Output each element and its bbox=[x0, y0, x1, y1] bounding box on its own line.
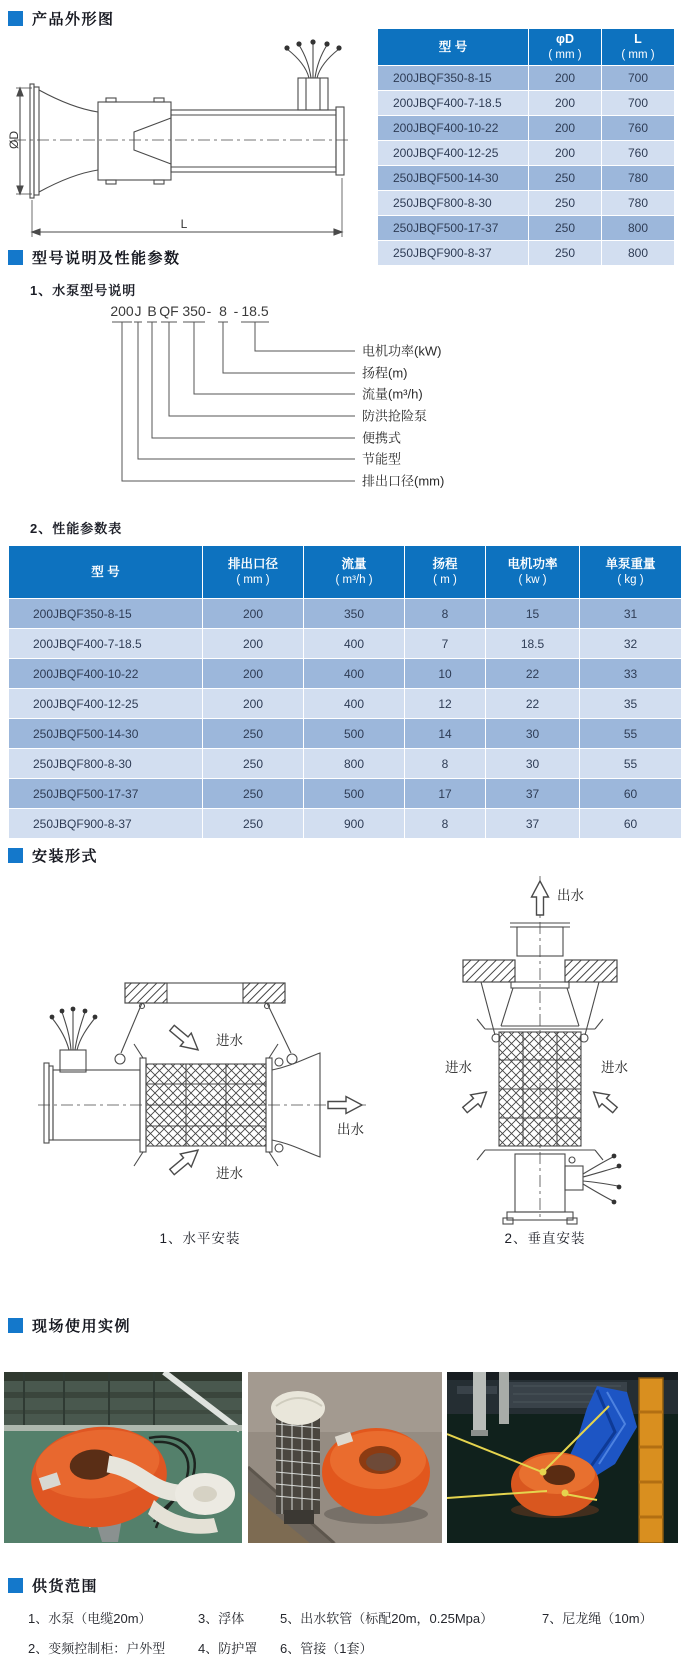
table-cell: 10 bbox=[405, 659, 486, 689]
supply-item: 4、防护罩 bbox=[198, 1641, 258, 1656]
col-header-outlet-diameter: 排出口径 ( mm ) bbox=[203, 546, 304, 599]
model-part-label: 电机功率(kW) bbox=[362, 343, 442, 359]
section-header-outline bbox=[8, 8, 115, 29]
model-part-label: 防洪抢险泵 bbox=[362, 408, 428, 424]
table-cell: 760 bbox=[602, 116, 675, 141]
supply-item: 6、管接（1套） bbox=[280, 1641, 373, 1656]
table-cell: 200 bbox=[529, 66, 602, 91]
table-cell: 200JBQF350-8-15 bbox=[378, 66, 529, 91]
inlet-label: 进水 bbox=[216, 1166, 243, 1181]
table-row bbox=[9, 779, 682, 809]
inlet-label: 进水 bbox=[601, 1060, 628, 1075]
model-code-diagram bbox=[95, 296, 575, 499]
table-cell: 250JBQF500-17-37 bbox=[9, 779, 203, 809]
supply-item: 3、浮体 bbox=[198, 1611, 245, 1626]
performance-table-body bbox=[9, 599, 682, 839]
table-cell: 200 bbox=[203, 629, 304, 659]
table-row bbox=[9, 599, 682, 629]
section-marker-icon bbox=[8, 250, 23, 265]
table-row bbox=[9, 749, 682, 779]
supply-row bbox=[28, 1638, 676, 1657]
col-header-diameter: φD ( mm ) bbox=[529, 29, 602, 66]
model-token: - bbox=[206, 303, 212, 319]
section-title: 型号说明及性能参数 bbox=[32, 250, 181, 267]
table-cell: 250 bbox=[529, 191, 602, 216]
section-header-site-examples bbox=[8, 1315, 131, 1336]
dimensions-table-head bbox=[378, 29, 675, 66]
table-row bbox=[378, 191, 675, 216]
table-cell: 200JBQF400-10-22 bbox=[9, 659, 203, 689]
section-header-install bbox=[8, 845, 98, 866]
col-header-motor-power: 电机功率 ( kw ) bbox=[486, 546, 580, 599]
performance-table-head bbox=[9, 546, 682, 599]
table-cell: 8 bbox=[405, 809, 486, 839]
section-marker-icon bbox=[8, 1318, 23, 1333]
vertical-installation-diagram bbox=[435, 868, 655, 1231]
table-row bbox=[9, 719, 682, 749]
inlet-label: 进水 bbox=[216, 1033, 243, 1048]
table-cell: 500 bbox=[304, 779, 405, 809]
horizontal-installation-diagram bbox=[20, 958, 380, 1198]
model-token: - bbox=[233, 303, 239, 319]
table-cell: 15 bbox=[486, 599, 580, 629]
outlet-label: 出水 bbox=[557, 888, 584, 903]
model-token: J bbox=[134, 303, 142, 319]
table-cell: 250JBQF500-14-30 bbox=[378, 166, 529, 191]
col-header-model: 型 号 bbox=[378, 29, 529, 66]
col-header-model: 型 号 bbox=[9, 546, 203, 599]
table-cell: 32 bbox=[580, 629, 682, 659]
col-header-flow: 流量 ( m³/h ) bbox=[304, 546, 405, 599]
model-token: 350 bbox=[182, 303, 206, 319]
table-cell: 8 bbox=[405, 749, 486, 779]
table-cell: 250 bbox=[529, 216, 602, 241]
table-cell: 200 bbox=[203, 599, 304, 629]
table-row bbox=[9, 689, 682, 719]
table-cell: 780 bbox=[602, 191, 675, 216]
table-cell: 250JBQF800-8-30 bbox=[378, 191, 529, 216]
table-cell: 14 bbox=[405, 719, 486, 749]
length-dimension-label: L bbox=[180, 217, 188, 231]
section-title: 产品外形图 bbox=[32, 11, 115, 28]
model-part-label: 扬程(m) bbox=[362, 365, 408, 381]
table-cell: 200JBQF400-7-18.5 bbox=[378, 91, 529, 116]
caption-vertical-install: 2、垂直安装 bbox=[504, 1231, 586, 1246]
table-cell: 500 bbox=[304, 719, 405, 749]
table-cell: 250JBQF500-17-37 bbox=[378, 216, 529, 241]
table-cell: 200 bbox=[529, 116, 602, 141]
table-cell: 760 bbox=[602, 141, 675, 166]
table-cell: 250JBQF500-14-30 bbox=[9, 719, 203, 749]
table-cell: 780 bbox=[602, 166, 675, 191]
supply-item: 2、变频控制柜：户外型 bbox=[28, 1641, 166, 1656]
table-cell: 250 bbox=[203, 779, 304, 809]
col-header-head: 扬程 ( m ) bbox=[405, 546, 486, 599]
supply-item: 1、水泵（电缆20m） bbox=[28, 1611, 152, 1626]
table-row bbox=[378, 166, 675, 191]
table-cell: 200JBQF400-12-25 bbox=[9, 689, 203, 719]
table-cell: 37 bbox=[486, 779, 580, 809]
section-title: 供货范围 bbox=[32, 1578, 99, 1595]
model-token: 18.5 bbox=[241, 303, 269, 319]
inlet-label: 进水 bbox=[445, 1060, 472, 1075]
col-header-pump-weight: 单泵重量 ( kg ) bbox=[580, 546, 682, 599]
table-cell: 30 bbox=[486, 749, 580, 779]
site-photo-float-and-strainer bbox=[248, 1372, 442, 1543]
table-cell: 200 bbox=[203, 659, 304, 689]
table-cell: 12 bbox=[405, 689, 486, 719]
table-cell: 200JBQF350-8-15 bbox=[9, 599, 203, 629]
model-part-label: 排出口径(mm) bbox=[362, 473, 445, 489]
supply-scope-list bbox=[28, 1608, 676, 1668]
table-cell: 400 bbox=[304, 689, 405, 719]
table-cell: 60 bbox=[580, 779, 682, 809]
performance-table bbox=[8, 545, 682, 839]
outlet-label: 出水 bbox=[337, 1122, 364, 1137]
section-marker-icon bbox=[8, 1578, 23, 1593]
table-cell: 900 bbox=[304, 809, 405, 839]
dimensions-table-body bbox=[378, 66, 675, 266]
subheading-performance-table: 2、性能参数表 bbox=[30, 521, 123, 536]
table-cell: 200JBQF400-12-25 bbox=[378, 141, 529, 166]
table-cell: 22 bbox=[486, 659, 580, 689]
table-cell: 33 bbox=[580, 659, 682, 689]
section-header-model-perf bbox=[8, 247, 181, 268]
supply-item: 7、尼龙绳（10m） bbox=[542, 1611, 653, 1626]
table-cell: 250 bbox=[203, 809, 304, 839]
site-photo-float-pump-on-deck bbox=[4, 1372, 242, 1543]
table-cell: 200 bbox=[203, 689, 304, 719]
section-title: 现场使用实例 bbox=[32, 1318, 132, 1335]
table-row bbox=[378, 66, 675, 91]
table-cell: 250 bbox=[529, 166, 602, 191]
model-token: 8 bbox=[219, 303, 227, 319]
table-cell: 800 bbox=[602, 241, 675, 266]
model-part-label: 节能型 bbox=[362, 451, 402, 467]
table-cell: 800 bbox=[602, 216, 675, 241]
table-cell: 800 bbox=[304, 749, 405, 779]
table-row bbox=[378, 216, 675, 241]
diameter-dimension-label: ØD bbox=[7, 131, 21, 149]
table-cell: 250 bbox=[203, 749, 304, 779]
supply-row bbox=[28, 1608, 676, 1627]
table-cell: 700 bbox=[602, 66, 675, 91]
table-cell: 200JBQF400-10-22 bbox=[378, 116, 529, 141]
table-cell: 17 bbox=[405, 779, 486, 809]
model-token: 200 bbox=[110, 303, 134, 319]
table-cell: 350 bbox=[304, 599, 405, 629]
model-token: QF bbox=[159, 303, 179, 319]
model-part-label: 便携式 bbox=[362, 430, 402, 446]
table-row bbox=[9, 659, 682, 689]
site-photo-float-in-water bbox=[447, 1372, 678, 1543]
table-row bbox=[378, 91, 675, 116]
section-title: 安装形式 bbox=[32, 848, 99, 865]
table-cell: 250JBQF900-8-37 bbox=[9, 809, 203, 839]
section-marker-icon bbox=[8, 848, 23, 863]
table-cell: 8 bbox=[405, 599, 486, 629]
table-cell: 55 bbox=[580, 749, 682, 779]
table-cell: 31 bbox=[580, 599, 682, 629]
pump-outline-drawing bbox=[6, 36, 356, 255]
table-cell: 200 bbox=[529, 91, 602, 116]
model-part-label: 流量(m³/h) bbox=[362, 386, 423, 402]
table-cell: 35 bbox=[580, 689, 682, 719]
table-cell: 250 bbox=[529, 241, 602, 266]
subheading-model-explanation: 1、水泵型号说明 bbox=[30, 283, 137, 298]
section-marker-icon bbox=[8, 11, 23, 26]
table-cell: 400 bbox=[304, 629, 405, 659]
table-cell: 30 bbox=[486, 719, 580, 749]
table-cell: 18.5 bbox=[486, 629, 580, 659]
table-cell: 22 bbox=[486, 689, 580, 719]
table-row bbox=[378, 141, 675, 166]
table-cell: 400 bbox=[304, 659, 405, 689]
table-cell: 250JBQF900-8-37 bbox=[378, 241, 529, 266]
table-cell: 700 bbox=[602, 91, 675, 116]
dimensions-table bbox=[377, 28, 675, 266]
table-cell: 250JBQF800-8-30 bbox=[9, 749, 203, 779]
col-header-length: L ( mm ) bbox=[602, 29, 675, 66]
table-row bbox=[378, 241, 675, 266]
section-header-supply-scope bbox=[8, 1575, 98, 1596]
table-cell: 250 bbox=[203, 719, 304, 749]
model-token: B bbox=[147, 303, 157, 319]
table-row bbox=[9, 629, 682, 659]
table-cell: 200JBQF400-7-18.5 bbox=[9, 629, 203, 659]
table-cell: 60 bbox=[580, 809, 682, 839]
table-cell: 7 bbox=[405, 629, 486, 659]
table-cell: 37 bbox=[486, 809, 580, 839]
table-row bbox=[9, 809, 682, 839]
caption-horizontal-install: 1、水平安装 bbox=[159, 1231, 241, 1246]
table-cell: 200 bbox=[529, 141, 602, 166]
supply-item: 5、出水软管（标配20m，0.25Mpa） bbox=[280, 1611, 494, 1626]
table-row bbox=[378, 116, 675, 141]
table-cell: 55 bbox=[580, 719, 682, 749]
